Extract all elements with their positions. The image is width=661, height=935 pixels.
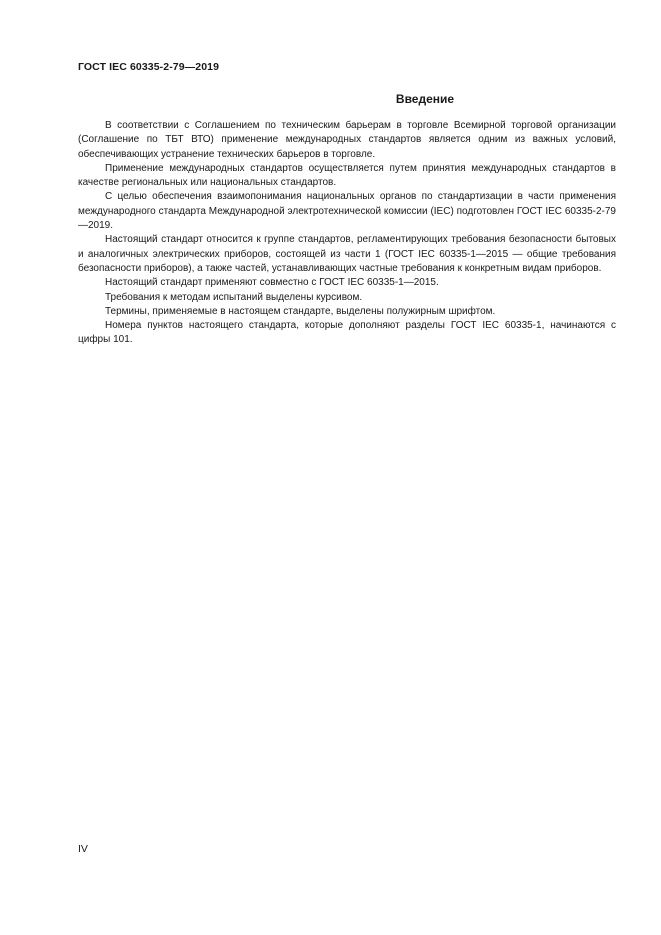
paragraph: Номера пунктов настоящего стандарта, которые дополняют разделы ГОСТ IEC 60335-1, начинаются с цифры 101. (78, 320, 616, 346)
paragraph: В соответствии с Соглашением по техническим барьерам в торговле Всемирной торговой организации (Соглашение по ТБТ ВТО) применение международных стандартов является одним из важных условий, обеспечивающих устранение технических барьеров в торговле. (78, 120, 616, 160)
paragraph: С целью обеспечения взаимопонимания национальных органов по стандартизации в части применения международного стандарта Международной электротехнической комиссии (IEC) подготовлен ГОСТ IEC 60335-2-79—2019. (78, 191, 616, 232)
introduction-body (78, 119, 616, 348)
paragraph: Настоящий стандарт относится к группе стандартов, регламентирующих требования безопасности бытовых и аналогичных электрических приборов, состоящей из части 1 (ГОСТ IEC 60335-1—2015 — общие требования безопасности приборов), а также частей, устанавливающих частные требования к конкретным видам приборов. (78, 234, 616, 274)
document-id-header: ГОСТ IEC 60335-2-79—2019 (78, 61, 220, 73)
section-title-text: Введение (395, 92, 455, 106)
section-title (78, 92, 616, 106)
page-number: IV (78, 843, 88, 855)
paragraph: Применение международных стандартов осуществляется путем принятия международных стандартов в качестве региональных или национальных стандартов. (78, 162, 616, 189)
paragraph: Настоящий стандарт применяют совместно с ГОСТ IEC 60335-1—2015. (105, 277, 439, 289)
paragraph: Требования к методам испытаний выделены курсивом. (105, 291, 363, 303)
paragraph: Термины, применяемые в настоящем стандарте, выделены полужирным шрифтом. (105, 305, 496, 317)
